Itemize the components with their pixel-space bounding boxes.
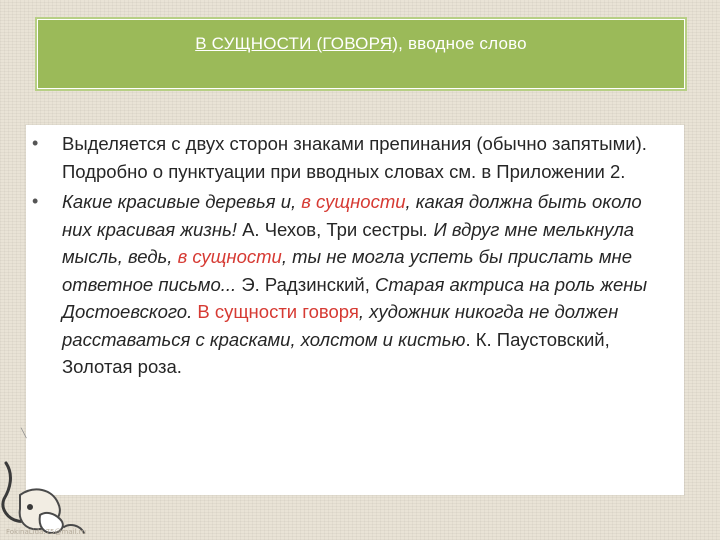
rule-text: Выделяется с двух сторон знаками препинания (обычно запятыми). Подробно о пунктуации при вводных словах см. в Приложении 2. (62, 133, 647, 182)
source-title: Старая актриса на роль жены Достоевского (62, 273, 648, 322)
bullet-icon: • (32, 191, 39, 211)
example-text: , какая должна быть около них красивая жизнь! (62, 191, 642, 240)
title-underlined: В СУЩНОСТИ (ГОВОРЯ (195, 34, 393, 53)
highlight-phrase: В сущности говоря (197, 301, 359, 322)
example-text: Какие красивые деревья и, (62, 191, 302, 212)
stray-mark: ╲ (21, 428, 27, 438)
bullet-icon: • (32, 133, 39, 153)
example-text: , художник никогда не должен расставаться с красками, холстом и кистью (62, 301, 619, 350)
example-text: . И вдруг мне мелькнула мысль, ведь, (62, 218, 635, 267)
source-text: . К. Паустовский, Золотая роза. (62, 328, 610, 377)
watermark: FokinaLida.75@mail.ru (6, 528, 87, 536)
highlight-phrase: в сущности (177, 246, 282, 267)
content-card (26, 125, 684, 495)
title-band (37, 19, 685, 89)
bullet-examples (26, 188, 684, 381)
example-text: . (187, 301, 198, 322)
slide-title (38, 34, 684, 54)
title-rest: ), вводное слово (392, 34, 527, 53)
bullet-rule (26, 130, 684, 185)
example-text: , ты не могла успеть бы прислать мне ответное письмо... (62, 246, 632, 295)
source-text: А. Чехов, Три сестры (236, 218, 424, 240)
source-text: Э. Радзинский, (236, 273, 376, 295)
bullet-list (26, 125, 684, 381)
highlight-phrase: в сущности (301, 191, 406, 212)
